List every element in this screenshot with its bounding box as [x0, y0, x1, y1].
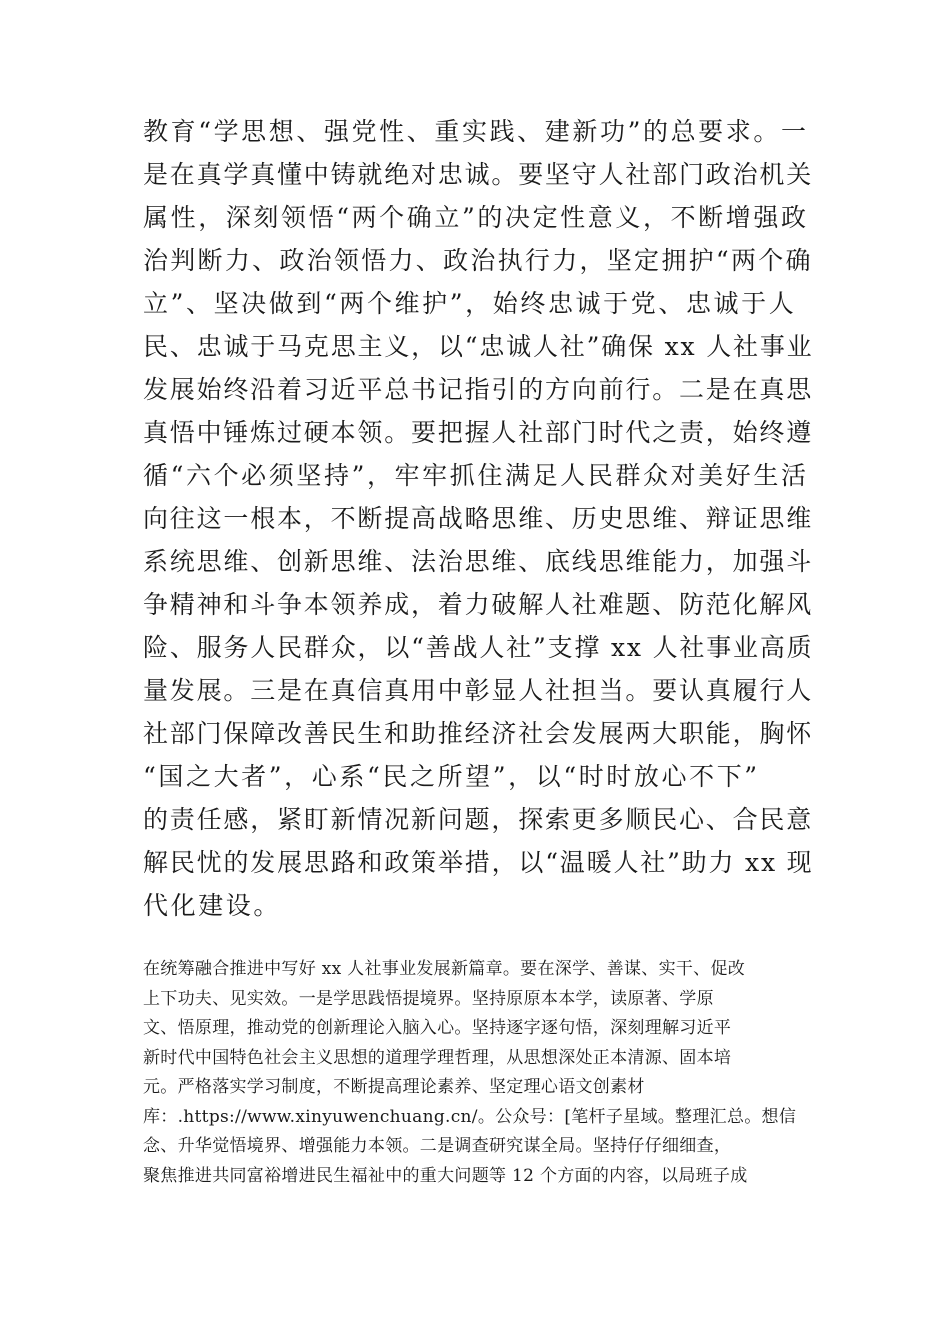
- text-line: 争精神和斗争本领养成，着力破解人社难题、防范化解风: [143, 590, 814, 619]
- text-line: 代化建设。: [143, 891, 282, 920]
- text-line: 解民忧的发展思路和政策举措，以“温暖人社”助力 xx 现: [143, 848, 814, 877]
- text-line: 元。严格落实学习制度，不断提高理论素养、坚定理心语文创素材: [143, 1077, 645, 1097]
- text-line: 在统筹融合推进中写好 xx 人社事业发展新篇章。要在深学、善谋、实干、促改: [143, 959, 746, 979]
- text-line: 民、忠诚于马克思主义，以“忠诚人社”确保 xx 人社事业: [143, 332, 814, 361]
- text-line: 向往这一根本，不断提高战略思维、历史思维、辩证思维: [143, 504, 814, 533]
- text-line: 发展始终沿着习近平总书记指引的方向前行。二是在真思: [143, 375, 814, 404]
- text-line: 念、升华觉悟境界、增强能力本领。二是调查研究谋全局。坚持仔仔细细查，: [143, 1136, 732, 1156]
- text-line: 新时代中国特色社会主义思想的道理学理哲理，从思想深处正本清源、固本培: [143, 1047, 732, 1068]
- text-line: 文、悟原理，推动党的创新理论入脑入心。坚持逐字逐句悟，深刻理解习近平: [143, 1018, 732, 1038]
- text-line: 量发展。三是在真信真用中彰显人社担当。要认真履行人: [143, 676, 814, 705]
- text-line: 险、服务人民群众，以“善战人社”支撑 xx 人社事业高质: [143, 633, 814, 662]
- text-line: 上下功夫、见实效。一是学思践悟提境界。坚持原原本本学，读原著、学原: [143, 988, 714, 1009]
- text-line: 的责任感，紧盯新情况新问题，探索更多顺民心、合民意: [143, 805, 814, 834]
- text-line: 真悟中锤炼过硬本领。要把握人社部门时代之责，始终遵: [143, 418, 814, 447]
- text-line: 系统思维、创新思维、法治思维、底线思维能力，加强斗: [143, 547, 814, 576]
- secondary-paragraph: [143, 955, 813, 1191]
- text-line: 是在真学真懂中铸就绝对忠诚。要坚守人社部门政治机关: [143, 160, 814, 189]
- text-line: 库：.https://www.xinyuwenchuang.cn/。公众号：[笔杆子星域。整理汇总。想信: [143, 1106, 797, 1127]
- text-line: 社部门保障改善民生和助推经济社会发展两大职能，胸怀: [143, 719, 814, 748]
- text-line: 立”、坚决做到“两个维护”，始终忠诚于党、忠诚于人: [143, 289, 797, 318]
- main-paragraph: [143, 110, 813, 927]
- text-line: 聚焦推进共同富裕增进民生福祉中的重大问题等 12 个方面的内容，以局班子成: [143, 1165, 748, 1186]
- text-line: 治判断力、政治领悟力、政治执行力，坚定拥护“两个确: [143, 246, 813, 275]
- text-line: 属性，深刻领悟“两个确立”的决定性意义，不断增强政: [143, 203, 809, 232]
- text-line: 教育“学思想、强党性、重实践、建新功”的总要求。一: [143, 117, 809, 146]
- text-line: 循“六个必须坚持”，牢牢抓住满足人民群众对美好生活: [143, 461, 809, 490]
- text-line: “国之大者”，心系“民之所望”，以“时时放心不下”: [143, 762, 760, 791]
